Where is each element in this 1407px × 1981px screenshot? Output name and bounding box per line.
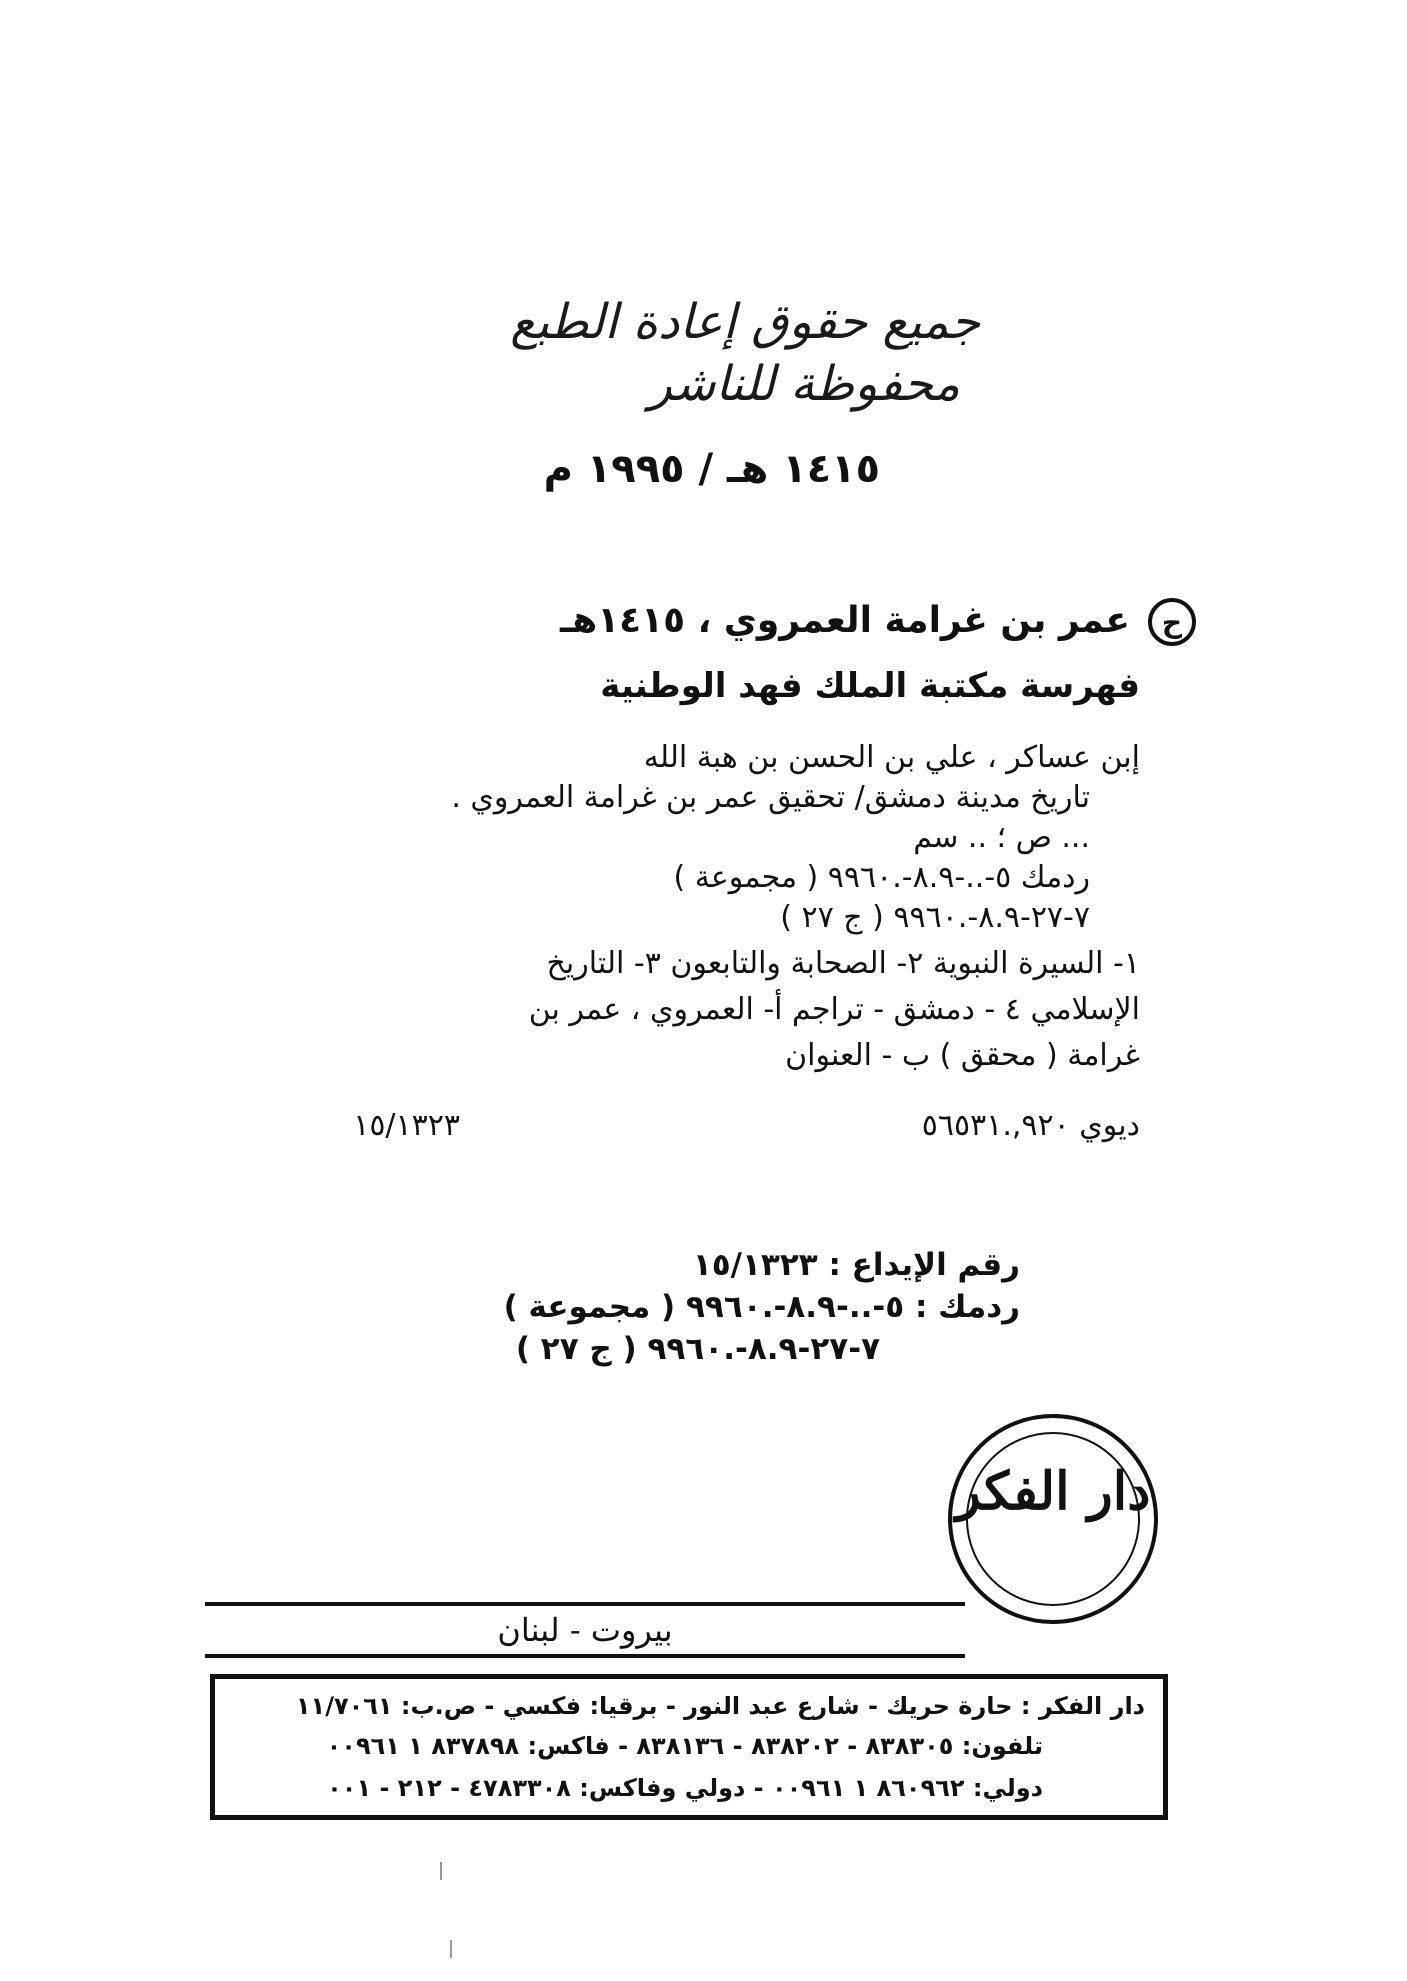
- city-band: [205, 1602, 965, 1658]
- catalog-line: ردمك ٥-..-٨.٩-.٩٩٦٠ ( مجموعة ): [673, 860, 1090, 895]
- rights-line-2: محفوظة للناشر: [648, 356, 960, 412]
- catalog-line: ... ص ؛ .. سم: [913, 820, 1090, 855]
- address-box: [210, 1674, 1168, 1820]
- rights-year: ١٤١٥ هـ / ١٩٩٥ م: [543, 446, 880, 492]
- catalog-line: ١- السيرة النبوية ٢- الصحابة والتابعون ٣- التاريخ: [546, 946, 1140, 981]
- publisher-international: دولي: ٨٦٠٩٦٢ ١ ٠٠٩٦١ - دولي وفاكس: ٤٧٨٣٣٠٨ - ٢١٢ - ٠٠١: [327, 1774, 1043, 1802]
- scan-speck: [440, 1862, 442, 1880]
- logo-text: دار الفكر: [955, 1461, 1151, 1522]
- catalog-title: عمر بن غرامة العمروي ، ١٤١٥هـ: [559, 600, 1130, 641]
- rights-line-1: جميع حقوق إعادة الطبع: [510, 294, 980, 350]
- deposit-isbn-volume: ٧-٢٧-٨.٩-.٩٩٦٠ ( ج ٢٧ ): [515, 1331, 880, 1367]
- catalog-line: ٧-٢٧-٨.٩-.٩٩٦٠ ( ج ٢٧ ): [780, 900, 1090, 935]
- publisher-logo: [948, 1414, 1158, 1624]
- publisher-city: بيروت - لبنان: [497, 1611, 673, 1649]
- catalog-line: تاريخ مدينة دمشق/ تحقيق عمر بن غرامة العمروي .: [451, 780, 1090, 815]
- copyright-symbol: ح: [1148, 598, 1196, 646]
- dewey-number: ديوي ٩٢٠,.٥٦٥٣١: [921, 1108, 1140, 1143]
- publisher-phones: تلفون: ٨٣٨٣٠٥ - ٨٣٨٢٠٢ - ٨٣٨١٣٦ - فاكس: ٨٣٧٨٩٨ ١ ٠٠٩٦١: [326, 1732, 1043, 1760]
- scan-speck: [450, 1940, 452, 1958]
- catalog-line: غرامة ( محقق ) ب - العنوان: [785, 1038, 1140, 1073]
- publisher-address: دار الفكر : حارة حريك - شارع عبد النور - برقيا: فكسي - ص.ب: ١١/٧٠٦١: [295, 1692, 1145, 1720]
- deposit-isbn-set: ردمك : ٥-..-٨.٩-.٩٩٦٠ ( مجموعة ): [503, 1289, 1020, 1325]
- catalog-line: إبن عساكر ، علي بن الحسن بن هبة الله: [643, 740, 1140, 775]
- catalog-line: الإسلامي ٤ - دمشق - تراجم أ- العمروي ، عمر بن: [528, 992, 1140, 1027]
- catalog-subtitle: فهرسة مكتبة الملك فهد الوطنية: [600, 666, 1140, 706]
- deposit-short: ١٥/١٣٢٣: [353, 1108, 460, 1143]
- deposit-number: رقم الإيداع : ١٥/١٣٢٣: [692, 1247, 1020, 1283]
